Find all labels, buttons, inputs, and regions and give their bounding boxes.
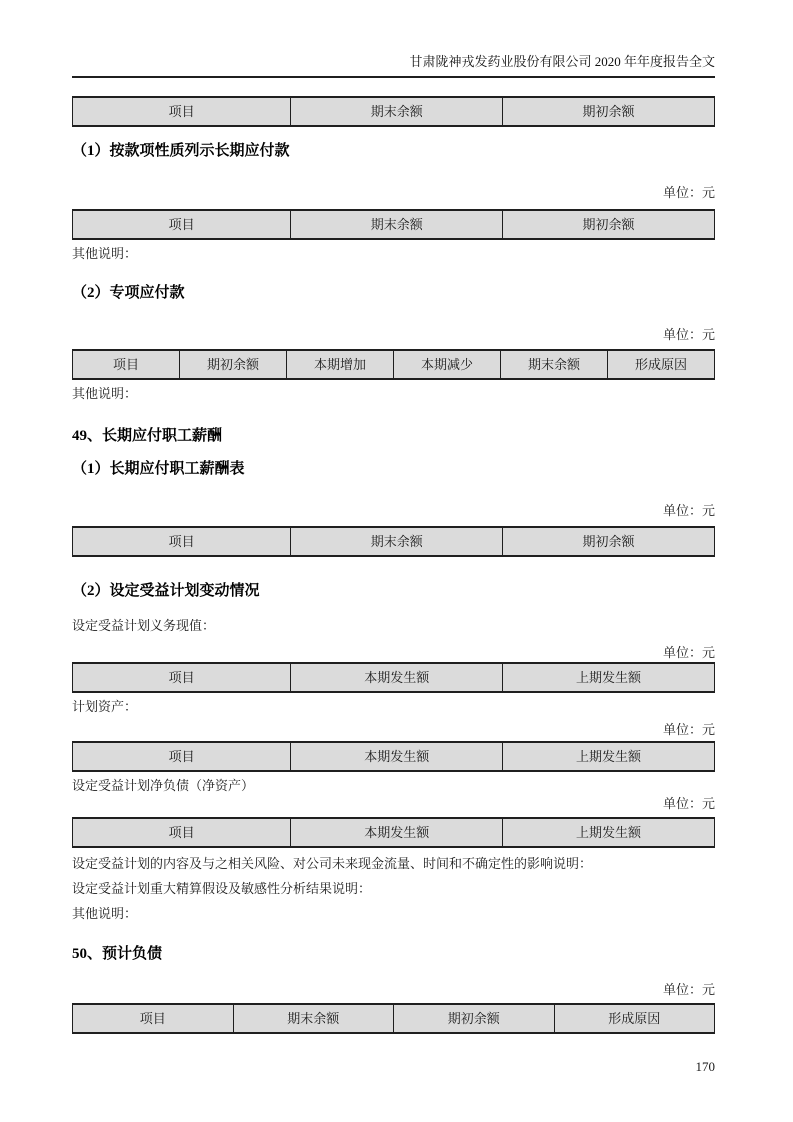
actuarial-assumptions-note: 设定受益计划重大精算假设及敏感性分析结果说明：: [72, 881, 372, 896]
table-header-cell: 期末余额: [501, 350, 608, 379]
heading-49-1-lt-employee-comp-table: （1）长期应付职工薪酬表: [72, 461, 245, 477]
unit-label: 单位：元: [662, 982, 715, 997]
table-header-row: [73, 97, 715, 126]
other-notes-label: 其他说明：: [72, 246, 138, 261]
table-header-row: [73, 663, 715, 692]
unit-label: 单位：元: [662, 327, 715, 342]
heading-special-payables: （2）专项应付款: [72, 285, 185, 301]
table-header-cell: 期末余额: [291, 527, 503, 556]
plan-assets-table: [72, 741, 715, 772]
report-header-title: 甘肃陇神戎发药业股份有限公司 2020 年年度报告全文: [72, 0, 715, 78]
table-header-cell: 期初余额: [503, 527, 715, 556]
table-header-cell: 上期发生额: [503, 663, 715, 692]
lt-employee-comp-table: [72, 526, 715, 557]
unit-label: 单位：元: [662, 645, 715, 660]
heading-lt-payables-by-nature: （1）按款项性质列示长期应付款: [72, 143, 290, 159]
table-header-cell: 期初余额: [394, 1004, 555, 1033]
other-notes-label: 其他说明：: [72, 906, 138, 921]
table-header-cell: 项目: [73, 663, 291, 692]
unit-label: 单位：元: [662, 185, 715, 200]
dbo-present-value-label: 设定受益计划义务现值：: [72, 618, 216, 633]
table-header-cell: 期末余额: [233, 1004, 394, 1033]
table-header-cell: 项目: [73, 210, 291, 239]
table-header-cell: 期初余额: [503, 210, 715, 239]
table-header-row: [73, 818, 715, 847]
table-header-cell: 形成原因: [608, 350, 715, 379]
table-header-cell: 期初余额: [180, 350, 287, 379]
table-header-cell: 本期发生额: [291, 663, 503, 692]
lt-payables-by-nature-table: [72, 209, 715, 240]
heading-49-2-defined-benefit-changes: （2）设定受益计划变动情况: [72, 583, 260, 599]
table-header-row: [73, 1004, 715, 1033]
heading-50-provisions: 50、预计负债: [72, 946, 163, 962]
table-header-cell: 项目: [73, 527, 291, 556]
table-header-cell: 上期发生额: [503, 818, 715, 847]
net-defined-benefit-liability-table: [72, 817, 715, 848]
table-header-cell: 项目: [73, 742, 291, 771]
table-header-cell: 期末余额: [291, 210, 503, 239]
table-header-row: [73, 210, 715, 239]
net-defined-benefit-liability-label: 设定受益计划净负债（净资产）: [72, 778, 255, 793]
table-header-cell: 项目: [73, 97, 291, 126]
table-header-cell: 上期发生额: [503, 742, 715, 771]
other-notes-label: 其他说明：: [72, 386, 138, 401]
table-header-cell: 本期发生额: [291, 742, 503, 771]
table-header-cell: 形成原因: [554, 1004, 715, 1033]
provisions-table: [72, 1003, 715, 1034]
table-header-cell: 项目: [73, 818, 291, 847]
page-number: 170: [695, 1059, 715, 1074]
table-header-cell: 本期增加: [287, 350, 394, 379]
unit-label: 单位：元: [662, 796, 715, 811]
table-header-cell: 期初余额: [503, 97, 715, 126]
table-header-row: [73, 742, 715, 771]
table-header-cell: 期末余额: [291, 97, 503, 126]
table-header-cell: 项目: [73, 1004, 234, 1033]
heading-49-lt-employee-comp: 49、长期应付职工薪酬: [72, 428, 223, 444]
table-header-cell: 项目: [73, 350, 180, 379]
unit-label: 单位：元: [662, 503, 715, 518]
defined-benefit-obligation-table: [72, 662, 715, 693]
table-header-row: [73, 350, 715, 379]
plan-assets-label: 计划资产：: [72, 699, 138, 714]
table-header-row: [73, 527, 715, 556]
unit-label: 单位：元: [662, 722, 715, 737]
table-header-cell: 本期减少: [394, 350, 501, 379]
defined-benefit-risk-note: 设定受益计划的内容及与之相关风险、对公司未来现金流量、时间和不确定性的影响说明：: [72, 856, 593, 871]
special-payables-table: [72, 349, 715, 380]
table-header-cell: 本期发生额: [291, 818, 503, 847]
carry-over-table: [72, 96, 715, 127]
